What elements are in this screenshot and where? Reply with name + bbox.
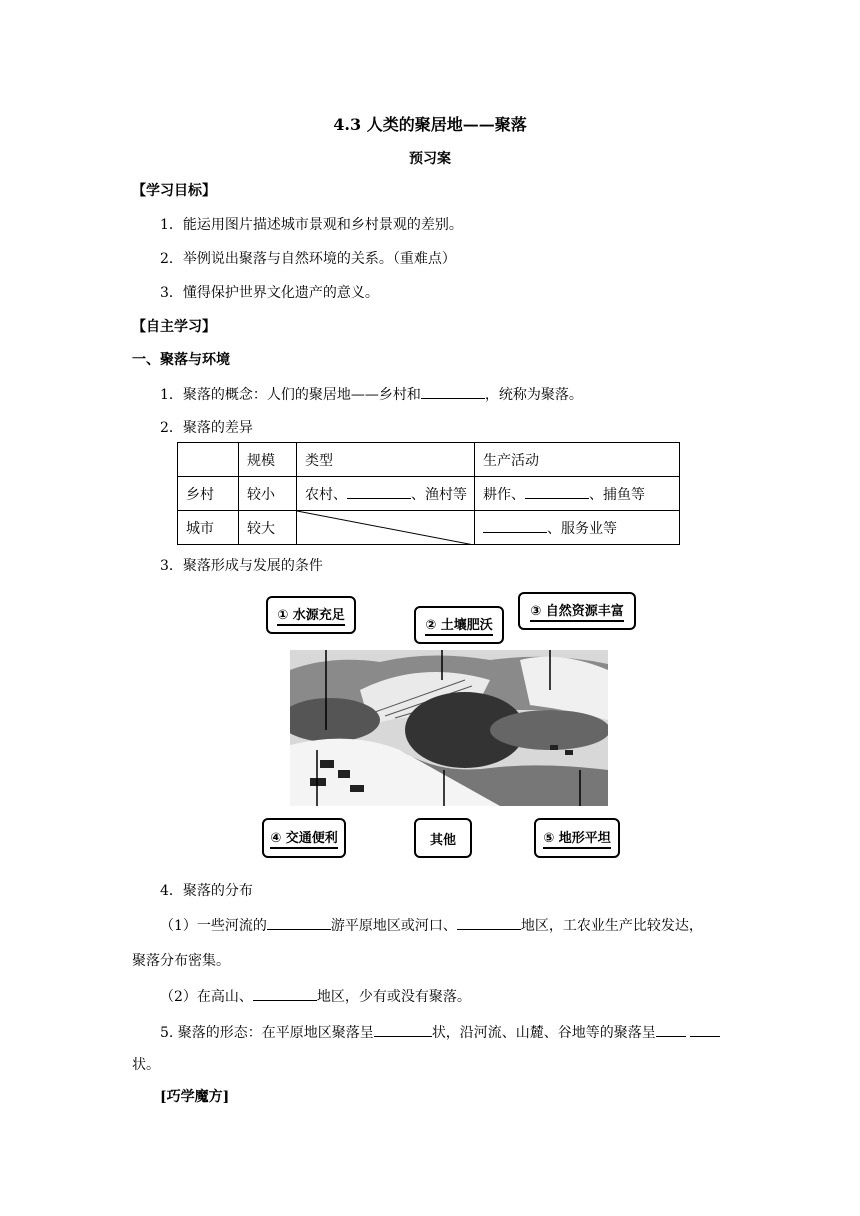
question-3: 3．聚落形成与发展的条件 (160, 558, 323, 574)
page-subtitle: 预习案 (409, 151, 451, 167)
q4-text: 地区，少有或没有聚落。 (316, 989, 471, 1005)
question-4-line (160, 914, 703, 935)
diagonal-line (297, 511, 474, 545)
q1-text-pre: 1．聚落的概念：人们的聚居地——乡村和 (160, 387, 421, 403)
table-header-cell (178, 443, 239, 477)
fill-blank[interactable] (457, 914, 521, 930)
question-4: 4．聚落的分布 (160, 883, 253, 899)
table-header-cell: 规模 (239, 443, 297, 477)
table-cell: 较大 (239, 511, 297, 545)
fill-blank[interactable] (525, 483, 589, 499)
cell-text: 、捕鱼等 (589, 487, 645, 503)
question-4-line-cont: 聚落分布密集。 (132, 953, 230, 969)
table-row (178, 477, 680, 511)
question-4-line (160, 985, 471, 1006)
question-5 (160, 1021, 720, 1042)
fill-blank[interactable] (267, 914, 331, 930)
question-2: 2．聚落的差异 (160, 420, 253, 436)
table-cell (475, 511, 680, 545)
q5-text: 状，沿河流、山麓、谷地等的聚落呈 (431, 1025, 656, 1041)
label-resources: ③ 自然资源丰富 (518, 592, 636, 630)
section-heading: 一、聚落与环境 (132, 352, 230, 368)
fill-blank[interactable] (690, 1021, 720, 1037)
settlement-landscape-image (290, 650, 608, 806)
label-soil: ② 土壤肥沃 (414, 606, 504, 644)
fill-blank[interactable] (421, 383, 485, 399)
q5-text: 5. 聚落的形态：在平原地区聚落呈 (160, 1025, 374, 1041)
question-5-cont: 状。 (132, 1057, 160, 1073)
table-cell (297, 477, 475, 511)
fill-blank[interactable] (253, 985, 317, 1001)
table-cell: 乡村 (178, 477, 239, 511)
table-row (178, 511, 680, 545)
cell-text: 、渔村等 (411, 487, 467, 503)
objectives-heading: 【学习目标】 (132, 183, 216, 199)
q4-text: 地区，工农业生产比较发达， (520, 918, 703, 934)
cell-text: 、服务业等 (547, 521, 617, 537)
table-cell: 较小 (239, 477, 297, 511)
tips-heading: [巧学魔方] (160, 1089, 230, 1105)
table-cell: 城市 (178, 511, 239, 545)
settlement-difference-table (177, 442, 680, 545)
q4-text: （2）在高山、 (160, 989, 253, 1005)
question-1 (160, 383, 583, 404)
q1-text-post: ，统称为聚落。 (484, 387, 583, 403)
page-title: 4.3 人类的聚居地——聚落 (333, 115, 527, 134)
q4-text: （1）一些河流的 (160, 918, 267, 934)
objective-item: 1．能运用图片描述城市景观和乡村景观的差别。 (160, 217, 463, 233)
objective-item: 2．举例说出聚落与自然环境的关系。（重难点） (160, 251, 456, 267)
table-header-row (178, 443, 680, 477)
fill-blank[interactable] (374, 1021, 432, 1037)
settlement-conditions-figure (262, 592, 638, 862)
table-header-cell: 类型 (297, 443, 475, 477)
cell-text: 农村、 (305, 487, 347, 503)
q4-text: 游平原地区或河口、 (330, 918, 457, 934)
fill-blank[interactable] (347, 483, 411, 499)
fill-blank[interactable] (483, 517, 547, 533)
objective-item: 3．懂得保护世界文化遗产的意义。 (160, 285, 379, 301)
label-other: 其他 (414, 818, 472, 858)
self-study-heading: 【自主学习】 (132, 319, 216, 335)
label-water: ① 水源充足 (266, 596, 356, 634)
cell-text: 耕作、 (483, 487, 525, 503)
fill-blank[interactable] (656, 1021, 686, 1037)
label-terrain: ⑤ 地形平坦 (534, 818, 620, 858)
table-cell (475, 477, 680, 511)
diagonal-cell (297, 511, 475, 545)
label-transport: ④ 交通便利 (262, 818, 346, 858)
table-header-cell: 生产活动 (475, 443, 680, 477)
